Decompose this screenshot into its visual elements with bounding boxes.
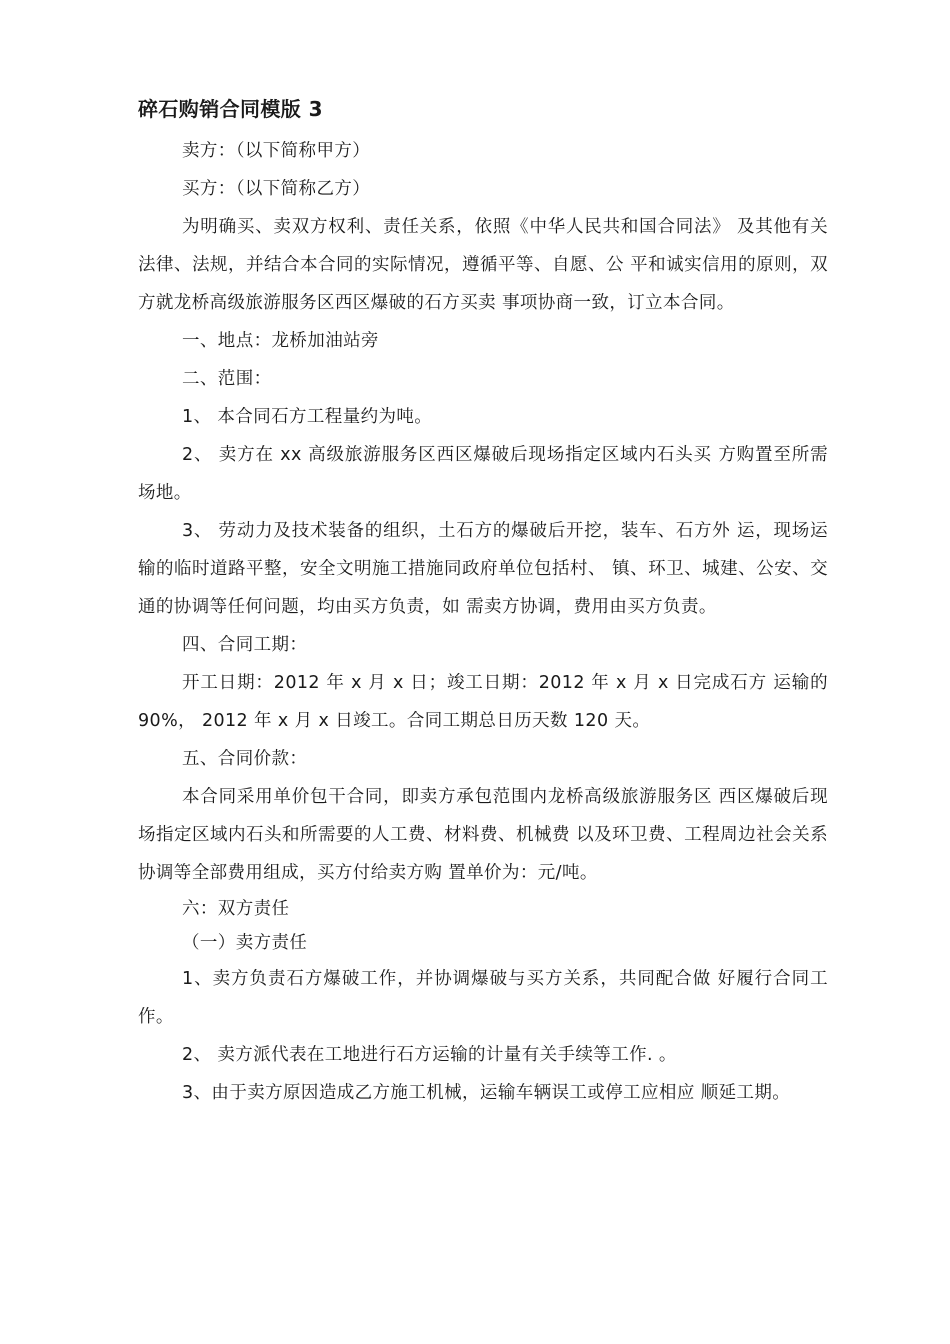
seller-duties-heading: （一）卖方责任 — [182, 933, 308, 953]
seller-duty-3: 3、由于卖方原因造成乙方施工机械，运输车辆误工或停工应相应 顺延工期。 — [182, 1083, 791, 1103]
scope-item-3: 3、 劳动力及技术装备的组织，土石方的爆破后开挖，装车、石方外 运，现场运输的临时道路平整，安全文明施工措施同政府单位包括村、 镇、环卫、城建、公安、交通的协调等任何问题，均由买方负责，如 需卖方协调，费用由买方负责。 — [138, 521, 828, 617]
preamble-paragraph: 为明确买、卖双方权利、责任关系，依照《中华人民共和国合同法》 及其他有关法律、法规，并结合本合同的实际情况，遵循平等、自愿、公 平和诚实信用的原则，双方就龙桥高级旅游服务区西区爆破的石方买卖 事项协商一致，订立本合同。 — [138, 217, 828, 313]
document-body — [138, 92, 828, 1112]
seller-line: 卖方：（以下简称甲方） — [182, 141, 371, 161]
section-duties-heading: 六：双方责任 — [182, 899, 290, 919]
seller-duty-1: 1、卖方负责石方爆破工作，并协调爆破与买方关系，共同配合做 好履行合同工作。 — [138, 969, 828, 1027]
scope-item-1: 1、 本合同石方工程量约为吨。 — [182, 407, 433, 427]
price-paragraph: 本合同采用单价包干合同，即卖方承包范围内龙桥高级旅游服务区 西区爆破后现场指定区域内石头和所需要的人工费、材料费、机械费 以及环卫费、工程周边社会关系协调等全部费用组成，买方付给卖方购 置单价为：元/吨。 — [138, 787, 828, 883]
section-schedule-heading: 四、合同工期： — [182, 635, 308, 655]
section-scope-heading: 二、范围： — [182, 369, 272, 389]
section-location: 一、地点：龙桥加油站旁 — [182, 331, 379, 351]
scope-item-2: 2、 卖方在 xx 高级旅游服务区西区爆破后现场指定区域内石头买 方购置至所需场地。 — [138, 445, 828, 503]
seller-duty-2: 2、 卖方派代表在工地进行石方运输的计量有关手续等工作. 。 — [182, 1045, 677, 1065]
document-title: 碎石购销合同模版 3 — [138, 97, 323, 121]
buyer-line: 买方：（以下简称乙方） — [182, 179, 371, 199]
schedule-paragraph: 开工日期：2012 年 x 月 x 日；竣工日期：2012 年 x 月 x 日完成石方 运输的 90%， 2012 年 x 月 x 日竣工。合同工期总日历天数 120 天。 — [138, 673, 828, 731]
section-price-heading: 五、合同价款： — [182, 749, 308, 769]
